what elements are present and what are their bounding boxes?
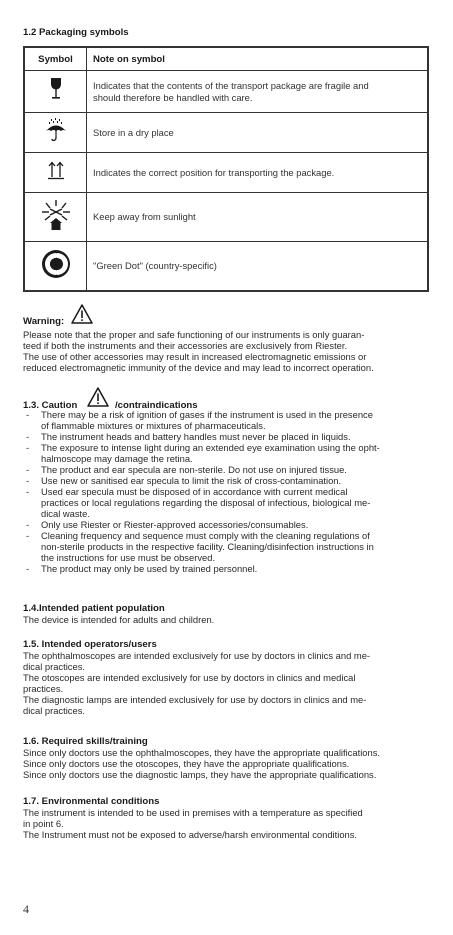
body-line: The device is intended for adults and children. <box>23 614 215 625</box>
body-line: Since only doctors use the otoscopes, they have the appropriate qualifications. <box>23 758 350 769</box>
list-item: - Used ear specula must be disposed of in accordance with current medical practices or local regulations regarding the disposal of infectious, biological me- dical waste. <box>23 486 431 519</box>
table-row <box>24 153 428 193</box>
list-item: - Only use Riester or Riester-approved accessories/consumables. <box>23 519 431 530</box>
list-item: - The exposure to intense light during an extended eye examination using the opht- halmoscope may damage the retina. <box>23 442 431 464</box>
body-line: The Instrument must not be exposed to adverse/harsh environmental conditions. <box>23 829 358 840</box>
list-item: - The product may only be used by trained personnel. <box>23 563 431 574</box>
note-column-header: Note on symbol <box>87 47 429 71</box>
body-line: practices. <box>23 683 64 694</box>
warning-triangle-icon <box>71 304 93 329</box>
body-line: dical practices. <box>23 661 86 672</box>
section-1-3-heading-suffix: /contraindications <box>115 400 198 411</box>
warning-text-line: The use of other accessories may result in increased electromagnetic emissions or <box>23 351 367 362</box>
section-1-5-heading: 1.5. Intended operators/users <box>23 639 157 650</box>
list-item: - The product and ear specula are non-sterile. Do not use on injured tissue. <box>23 464 431 475</box>
table-row <box>24 193 428 242</box>
body-line: dical practices. <box>23 705 86 716</box>
keep-away-from-sunlight-icon <box>24 193 87 242</box>
green-dot-icon <box>24 242 87 292</box>
list-item: - Use new or sanitised ear specula to limit the risk of cross-contamination. <box>23 475 431 486</box>
body-line: in point 6. <box>23 818 64 829</box>
warning-text-line: teed if both the instruments and their accessories are exclusively from Riester. <box>23 340 348 351</box>
page-number: 4 <box>23 902 29 916</box>
warning-text-line: reduced electromagnetic immunity of the device and may lead to incorrect operation. <box>23 362 374 373</box>
symbol-column-header: Symbol <box>24 47 87 71</box>
body-line: Since only doctors use the diagnostic lamps, they have the appropriate qualifications. <box>23 769 377 780</box>
table-header-row <box>24 47 428 71</box>
table-row <box>24 71 428 113</box>
list-item: - There may be a risk of ignition of gases if the instrument is used in the presence of flammable mixtures or mixtures of pharmaceuticals. <box>23 409 431 431</box>
section-1-7-heading: 1.7. Environmental conditions <box>23 796 160 807</box>
warning-label: Warning: <box>23 316 65 327</box>
body-line: The ophthalmoscopes are intended exclusively for use by doctors in clinics and me- <box>23 650 371 661</box>
section-1-4-heading: 1.4.Intended patient population <box>23 603 165 614</box>
table-row <box>24 242 428 292</box>
body-line: The instrument is intended to be used in premises with a temperature as specified <box>23 807 363 818</box>
table-row <box>24 113 428 153</box>
packaging-symbols-table <box>23 46 429 292</box>
note-line: "Green Dot" (country-specific) <box>93 260 217 271</box>
fragile-glass-icon <box>24 71 87 113</box>
body-line: The otoscopes are intended exclusively for use by doctors in clinics and medical <box>23 672 356 683</box>
list-item: - Cleaning frequency and sequence must comply with the cleaning regulations of non-sterile products in the respective facility. Cleaning/disinfection instructions in the instructions for use must be observed. <box>23 530 431 563</box>
body-line: The diagnostic lamps are intended exclusively for use by doctors in clinics and me- <box>23 694 367 705</box>
note-line: Indicates the correct position for transporting the package. <box>93 166 335 178</box>
warning-text-line: Please note that the proper and safe functioning of our instruments is only guaran- <box>23 329 365 340</box>
note-line: Store in a dry place <box>93 126 174 138</box>
list-item: - The instrument heads and battery handles must never be placed in liquids. <box>23 431 431 442</box>
note-line: should therefore be handled with care. <box>93 91 253 103</box>
section-1-6-heading: 1.6. Required skills/training <box>23 736 148 747</box>
body-line: Since only doctors use the ophthalmoscopes, they have the appropriate qualifications. <box>23 747 380 758</box>
note-line: Keep away from sunlight <box>93 211 196 222</box>
this-way-up-arrows-icon <box>24 153 87 193</box>
keep-dry-umbrella-icon <box>24 113 87 153</box>
section-1-3-heading: 1.3. Caution <box>23 400 78 411</box>
section-1-2-heading: 1.2 Packaging symbols <box>23 27 129 38</box>
note-line: Indicates that the contents of the transport package are fragile and <box>93 79 369 91</box>
